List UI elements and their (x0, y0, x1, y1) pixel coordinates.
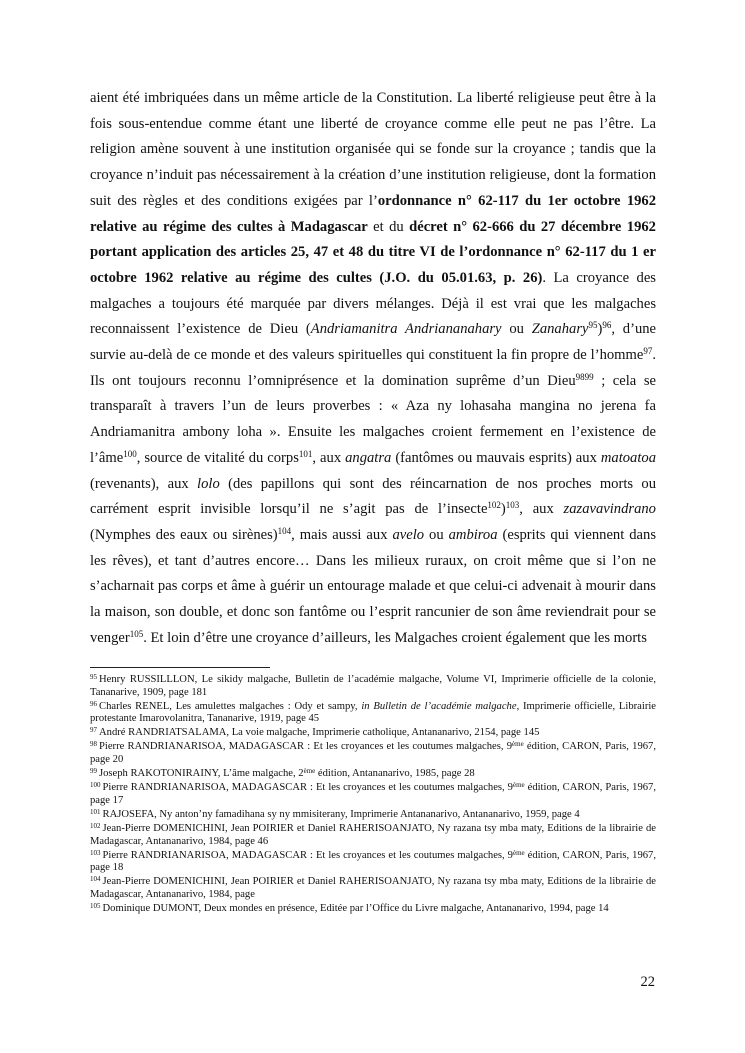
footnote-101 (90, 809, 656, 822)
footnote-text: Pierre RANDRIANARISOA, MADAGASCAR : Et les croyances et les coutumes malgaches, 9 (102, 782, 513, 794)
body-paragraph (90, 86, 656, 651)
page-number: 22 (640, 974, 655, 990)
text-run: ou (424, 526, 449, 543)
italic-term: ambiroa (448, 526, 498, 543)
footnote-text: Charles RENEL, Les amulettes malgaches : Ody et sampy, (99, 700, 362, 712)
text-run: , source de vitalité du corps (136, 449, 299, 466)
footnote-separator (90, 667, 270, 668)
footnote-103 (90, 850, 656, 875)
footnote-number: 100 (90, 781, 101, 790)
footnote-text: Jean-Pierre DOMENICHINI, Jean POIRIER et Daniel RAHERISOANJATO, Ny razana tsy mba maty, Editions de la librairie de Madagascar, Antananarivo, 1984, page 46 (90, 823, 656, 847)
text-run: , mais aussi aux (291, 526, 393, 543)
footnote-number: 104 (90, 875, 101, 884)
italic-term: lolo (197, 475, 220, 492)
text-run: (fantômes ou mauvais esprits) aux (391, 449, 601, 466)
footnote-text: , Imprimerie officielle, Librairie protestante Imarovolanitra, Tananarive, 1919, page 45 (90, 700, 656, 725)
footnote-ref[interactable]: 97 (643, 346, 653, 357)
footnote-number: 105 (90, 902, 101, 911)
footnote-text: édition, CARON, Paris, 1967, page 18 (90, 849, 656, 874)
text-run: . Et loin d’être une croyance d’ailleurs, les Malgaches croient également que les morts (143, 629, 647, 646)
ordinal-suffix: ème (303, 767, 316, 776)
footnote-ref[interactable]: 96 (602, 320, 612, 331)
text-run: et du (367, 218, 410, 235)
footnote-102 (90, 823, 656, 848)
footnote-96 (90, 701, 656, 726)
footnote-ref[interactable]: 9899 (575, 371, 594, 382)
text-run: (revenants), aux (90, 475, 198, 492)
footnote-ref[interactable]: 103 (505, 500, 520, 511)
text-run: aient été imbriquées dans un même article de la Constitution. La liberté religieuse peut être à la fois sous-entendue comme étant une liberté de croyance comme elle peut ne pas l’être. La religion amène souvent à une institution organisée qui se fonde sur la croyance ; tandis que la croyance n’induit pas nécessairement à la création d’une institution religieuse, dont la formation suit des règles et des conditions exigées par l’ (90, 90, 656, 209)
footnote-text: RAJOSEFA, Ny anton’ny famadihana sy ny mmisiterany, Imprimerie Antananarivo, Antananarivo, 1959, page 4 (102, 808, 580, 820)
footnote-italic: in Bulletin de l’académie malgache (361, 700, 517, 712)
ordinal-suffix: ème (512, 740, 524, 749)
footnote-ref[interactable]: 102 (487, 500, 501, 511)
italic-term: Andriamanitra Andriananahary (310, 321, 502, 338)
footnote-text: édition, CARON, Paris, 1967, page 20 (90, 741, 656, 766)
text-run: ; cela se transparaît à travers l’un de leurs proverbes : « Aza ny lohasaha mangina no jerena fa Andriamanitra ambony loha ». Ensuite les malgaches croient fermement en l’existence de l’âme (90, 372, 656, 466)
text-run: (Nymphes des eaux ou sirènes) (90, 526, 278, 543)
text-run: , d’une survie au-delà de ce monde et des valeurs spirituelles qui constituent la fin propre de l’homme (90, 321, 657, 364)
footnote-text: édition, CARON, Paris, 1967, page 17 (90, 782, 656, 806)
text-run: , aux (519, 501, 564, 518)
footnote-105 (90, 903, 656, 916)
footnote-number: 101 (90, 807, 101, 816)
footnotes-section (90, 674, 656, 917)
footnote-ref[interactable]: 105 (129, 628, 144, 639)
text-run: ou (501, 321, 532, 338)
footnote-text: édition, Antananarivo, 1985, page 28 (315, 768, 475, 780)
text-run: ) (597, 321, 603, 338)
footnote-number: 103 (90, 848, 101, 857)
footnote-ref[interactable]: 100 (123, 448, 137, 459)
footnote-95 (90, 674, 656, 699)
footnote-text: Jean-Pierre DOMENICHINI, Jean POIRIER et Daniel RAHERISOANJATO, Ny razana tsy mba maty, Editions de la librairie de Madagascar, Antananarivo, 1984, page (90, 876, 656, 900)
italic-term: Zanahary (531, 321, 589, 338)
footnote-number: 96 (90, 699, 97, 708)
footnote-ref[interactable]: 104 (277, 525, 292, 536)
footnote-text: André RANDRIATSALAMA, La voie malgache, Imprimerie catholique, Antananarivo, 2154, page 145 (99, 727, 540, 739)
text-run: (esprits qui viennent dans les rêves), et tant d’autres encore… Dans les milieux ruraux, on croit même que si l’on ne s’acharnait pas corps et âme à guérir un entourage malade et que celui-ci advenait à mourir dans la maison, son double, et donc son fantôme ou l’esprit rancunier de son âme reviendrait pour se venger (90, 526, 656, 646)
italic-term: matoatoa (600, 449, 656, 466)
text-run: (des papillons qui sont des réincarnation de nos proches morts ou carrément esprit invisible lorsqu’il ne s’agit pas de l’insecte (90, 475, 656, 518)
footnote-text: Henry RUSSILLLON, Le sikidy malgache, Bulletin de l’académie malgache, Volume VI, Imprimerie officielle de la colonie, Tananarive, 1909, page 181 (90, 674, 656, 698)
footnote-number: 97 (90, 726, 97, 735)
ordinal-suffix: ème (512, 848, 525, 857)
footnote-number: 99 (90, 767, 97, 776)
italic-term: avelo (392, 526, 425, 543)
italic-term: zazavavindrano (563, 501, 656, 518)
footnote-ref[interactable]: 95 (588, 320, 598, 331)
footnote-104 (90, 876, 656, 901)
text-run: , aux (312, 449, 346, 466)
footnote-text: Joseph RAKOTONIRAINY, L’âme malgache, 2 (99, 768, 304, 780)
text-run: . Ils ont toujours reconnu l’omniprésence et la domination suprême d’un Dieu (90, 347, 656, 389)
footnote-99 (90, 768, 656, 781)
ordinal-suffix: ème (512, 781, 525, 790)
text-run: ) (500, 501, 506, 518)
decree-reference: décret n° 62-666 du 27 décembre 1962 portant application des articles 25, 47 et 48 du titre VI de l’ordonnance n° 62-117 du 1 er octobre 1962 relative au régime des cultes (J.O. du 05.01.63, p. 26) (90, 218, 656, 286)
footnote-98 (90, 741, 656, 766)
footnote-ref[interactable]: 101 (298, 448, 313, 459)
footnote-text: Pierre RANDRIANARISOA, MADAGASCAR : Et les croyances et les coutumes malgaches, 9 (99, 741, 513, 753)
footnote-97 (90, 727, 656, 740)
footnote-text: Dominique DUMONT, Deux mondes en présence, Editée par l’Office du Livre malgache, Antananarivo, 1994, page 14 (102, 903, 609, 915)
footnote-number: 102 (90, 822, 101, 831)
italic-term: angatra (345, 449, 392, 466)
text-run: . La croyance des malgaches a toujours été marquée par divers mélanges. Déjà il est vrai que les malgaches reconnaissent l’existence de Dieu ( (90, 269, 656, 338)
footnote-number: 95 (90, 673, 97, 681)
footnote-text: Pierre RANDRIANARISOA, MADAGASCAR : Et les croyances et les coutumes malgaches, 9 (102, 849, 513, 861)
ordinance-reference: ordonnance n° 62-117 du 1er octobre 1962 relative au régime des cultes à Madagascar (90, 192, 657, 235)
footnote-number: 98 (90, 740, 97, 749)
footnote-100 (90, 782, 656, 807)
